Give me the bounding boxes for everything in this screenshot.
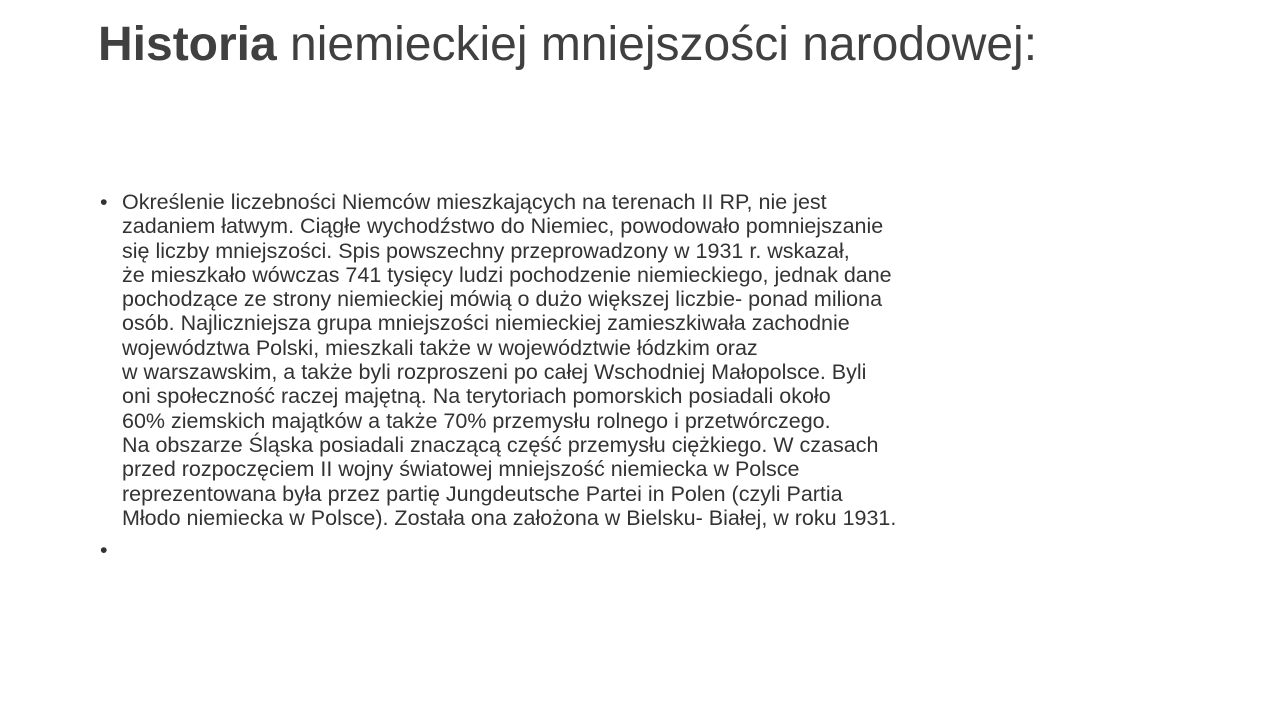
bullet-text-line: pochodzące ze strony niemieckiej mówią o dużo większej liczbie- ponad miliona bbox=[122, 287, 883, 312]
bullet-text-line: 60% ziemskich majątków a także 70% przemysłu rolnego i przetwórczego. bbox=[122, 408, 831, 433]
slide-title-rest: niemieckiej mniejszości narodowej: bbox=[276, 18, 1038, 71]
bullet-item-2 bbox=[100, 538, 1210, 562]
bullet-text-line: zadaniem łatwym. Ciągłe wychodźstwo do Niemiec, powodowało pomniejszanie bbox=[122, 214, 884, 239]
bullet-list bbox=[100, 190, 1210, 562]
slide-content bbox=[100, 190, 1210, 562]
bullet-text-line: oni społeczność raczej majętną. Na terytoriach pomorskich posiadali około bbox=[122, 384, 831, 409]
bullet-text-line: że mieszkało wówczas 741 tysięcy ludzi pochodzenie niemieckiego, jednak dane bbox=[122, 262, 892, 287]
bullet-icon: • bbox=[100, 190, 108, 214]
bullet-text-line: Młodo niemiecka w Polsce). Została ona założona w Bielsku- Białej, w roku 1931. bbox=[122, 505, 897, 530]
slide-title bbox=[98, 16, 1098, 73]
bullet-text-line: w warszawskim, a także byli rozproszeni po całej Wschodniej Małopolsce. Byli bbox=[122, 360, 867, 385]
bullet-text-line: województwa Polski, mieszkali także w województwie łódzkim oraz bbox=[122, 335, 758, 360]
slide-title-bold: Historia bbox=[98, 18, 277, 71]
bullet-text-line: Określenie liczebności Niemców mieszkających na terenach II RP, nie jest bbox=[122, 190, 827, 214]
bullet-icon: • bbox=[100, 538, 108, 563]
bullet-text-line: osób. Najliczniejsza grupa mniejszości niemieckiej zamieszkiwała zachodnie bbox=[122, 311, 850, 336]
bullet-text-line: przed rozpoczęciem II wojny światowej mniejszość niemiecka w Polsce bbox=[122, 457, 800, 482]
bullet-item-1 bbox=[100, 190, 1210, 530]
bullet-text-line: reprezentowana była przez partię Jungdeutsche Partei in Polen (czyli Partia bbox=[122, 481, 843, 506]
bullet-text-line: się liczby mniejszości. Spis powszechny przeprowadzony w 1931 r. wskazał, bbox=[122, 238, 850, 263]
bullet-text-line: Na obszarze Śląska posiadali znaczącą część przemysłu ciężkiego. W czasach bbox=[122, 432, 879, 457]
